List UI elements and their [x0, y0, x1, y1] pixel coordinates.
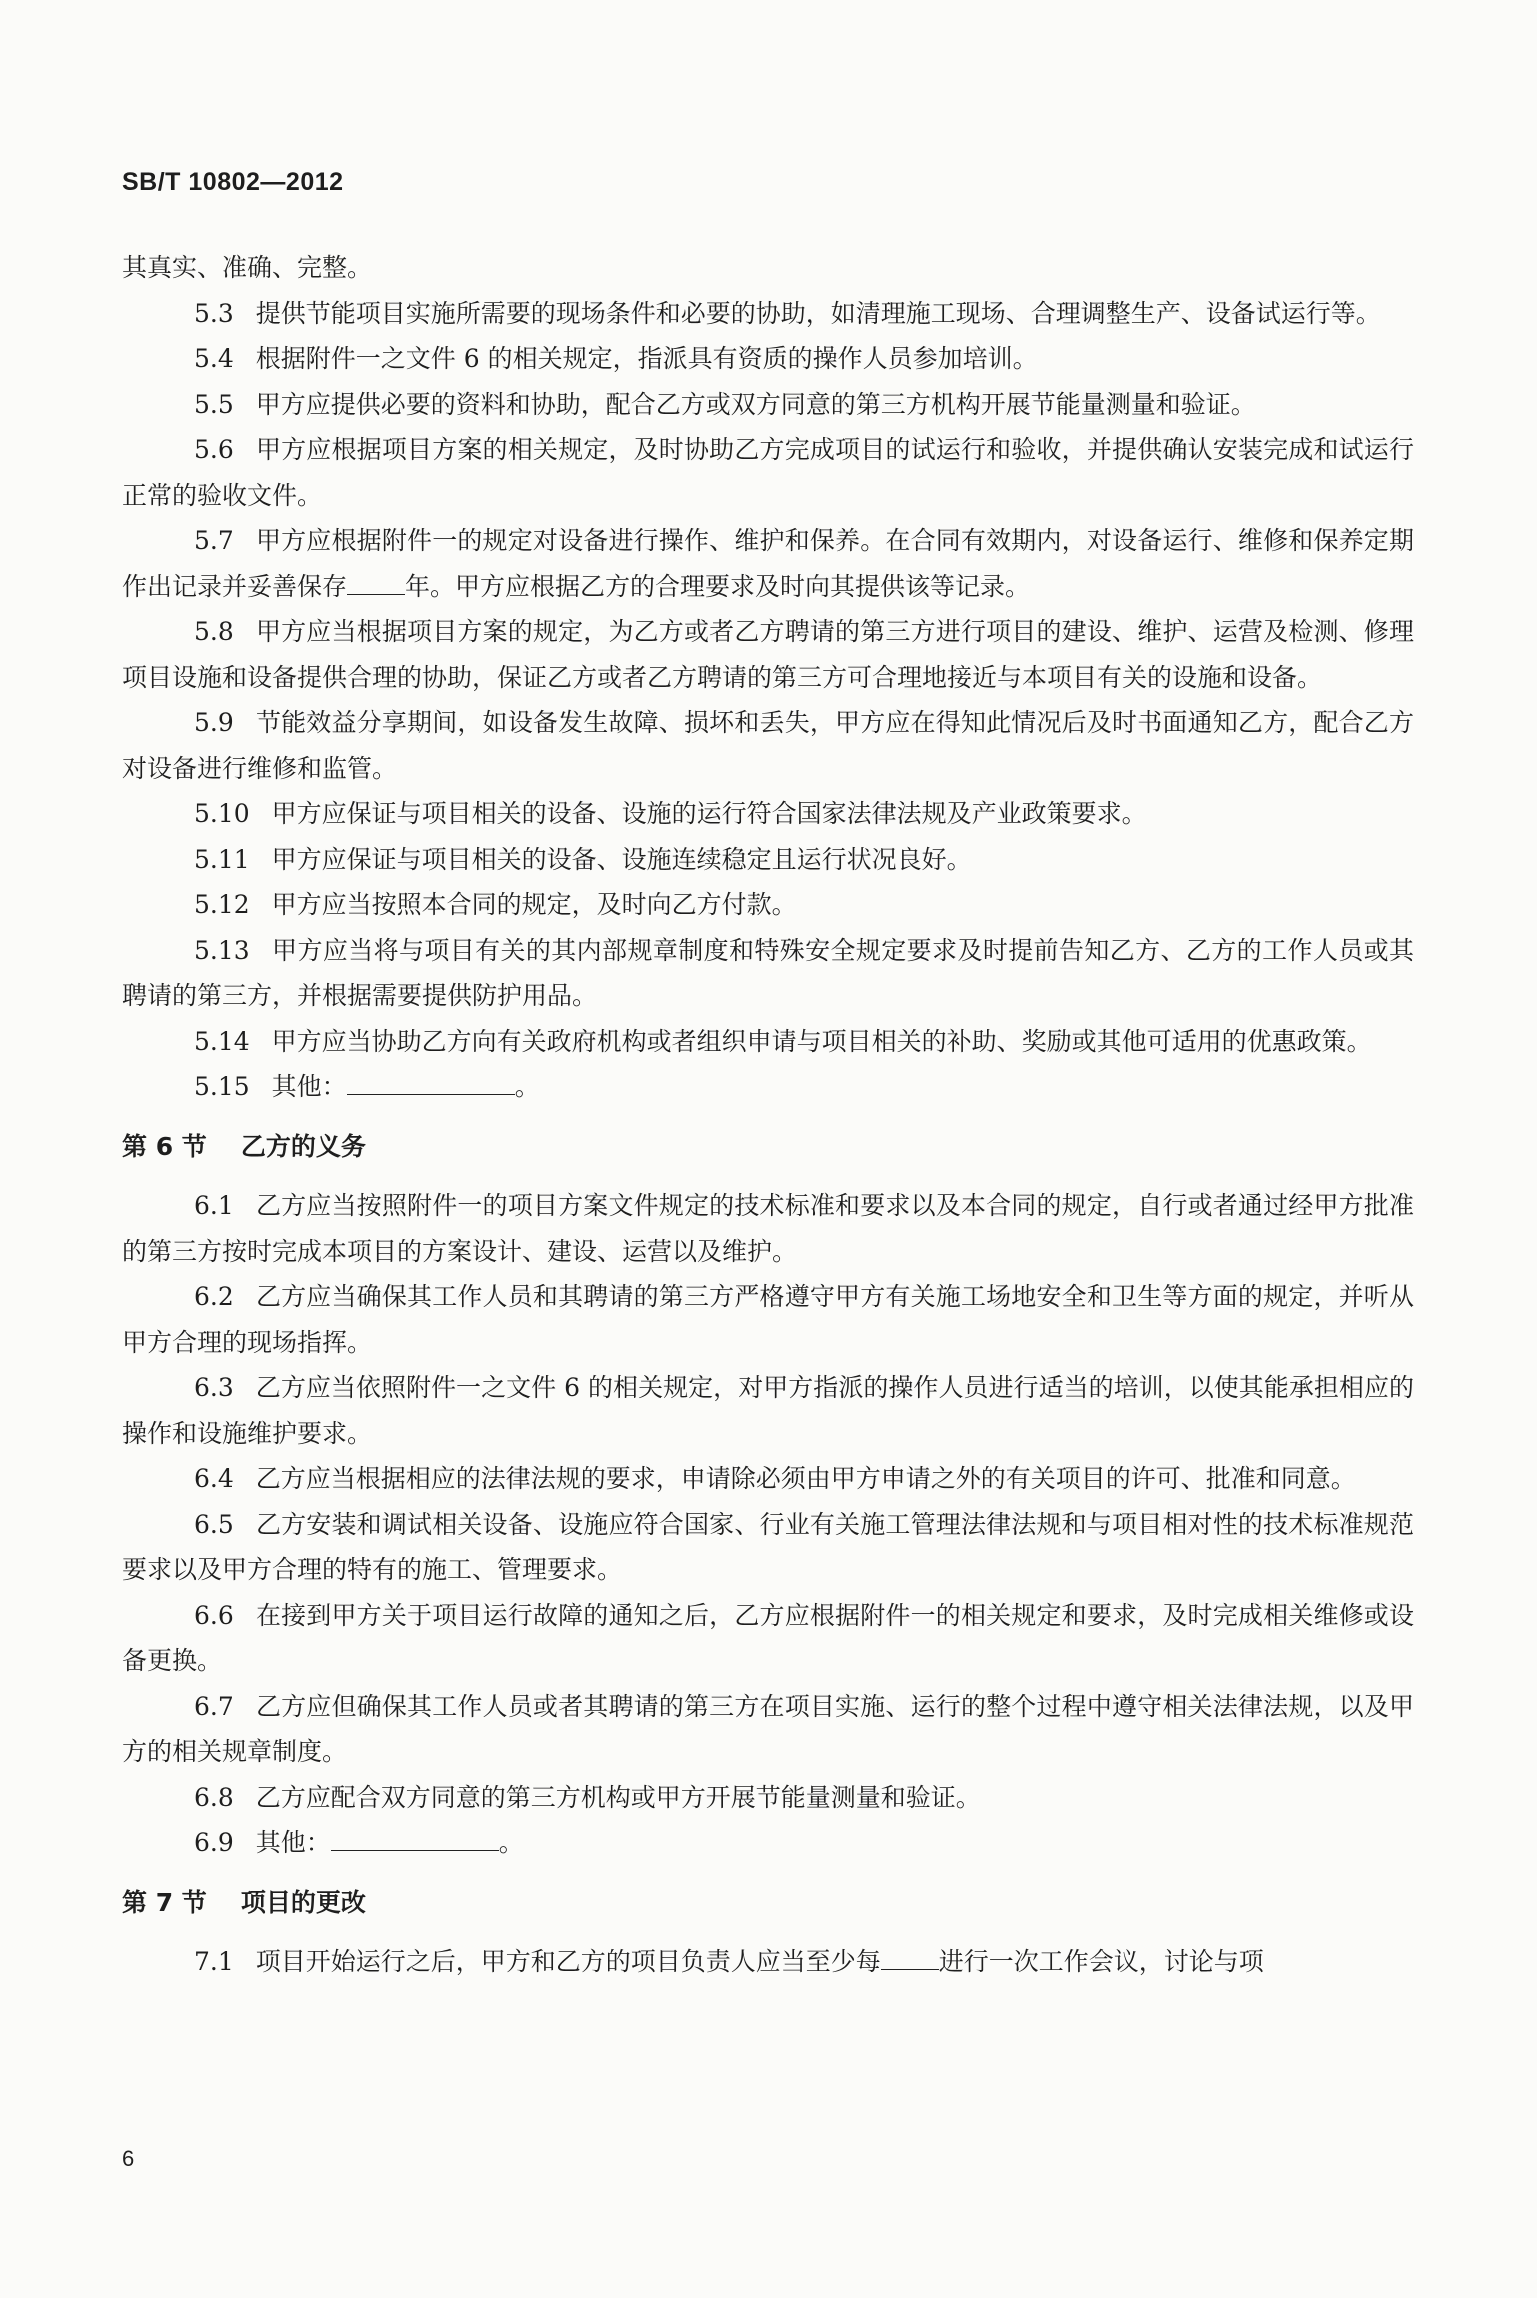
- fill-in-blank: [331, 1824, 499, 1851]
- clause-paragraph: [122, 1274, 1414, 1365]
- clause-text-continued: 年。甲方应根据乙方的合理要求及时向其提供该等记录。: [405, 571, 1031, 601]
- section-heading: [122, 1124, 1414, 1170]
- clause-text: 甲方应根据项目方案的相关规定，及时协助乙方完成项目的试运行和验收，并提供确认安装完成和试运行正常的验收文件。: [122, 435, 1414, 510]
- clause-text: 乙方应配合双方同意的第三方机构或甲方开展节能量测量和验证。: [255, 1782, 981, 1812]
- clause-number: 5.3: [194, 298, 234, 328]
- clause-paragraph: [122, 1456, 1414, 1502]
- clause-number: 6.7: [194, 1691, 234, 1721]
- clause-text: 在接到甲方关于项目运行故障的通知之后，乙方应根据附件一的相关规定和要求，及时完成相关维修或设备更换。: [122, 1600, 1414, 1675]
- clause-number: 5.14: [194, 1026, 250, 1056]
- clause-paragraph: [122, 382, 1414, 428]
- clause-paragraph: [122, 245, 1414, 291]
- clause-text: 甲方应当协助乙方向有关政府机构或者组织申请与项目相关的补助、奖励或其他可适用的优惠政策。: [271, 1026, 1372, 1056]
- clause-text: 节能效益分享期间，如设备发生故障、损坏和丢失，甲方应在得知此情况后及时书面通知乙方，配合乙方对设备进行维修和监管。: [122, 708, 1414, 783]
- clause-text: 甲方应根据附件一的规定对设备进行操作、维护和保养。在合同有效期内，对设备运行、维修和保养定期作出记录并妥善保存: [122, 526, 1414, 601]
- clause-number: 6.2: [194, 1282, 234, 1311]
- clause-text: 甲方应当将与项目有关的其内部规章制度和特殊安全规定要求及时提前告知乙方、乙方的工作人员或其聘请的第三方，并根据需要提供防护用品。: [122, 935, 1414, 1010]
- clause-number: 6.4: [194, 1464, 234, 1493]
- clause-number: 5.10: [194, 799, 250, 828]
- clause-number: 5.8: [194, 617, 234, 646]
- fill-in-blank: [881, 1943, 939, 1970]
- clause-paragraph: [122, 1593, 1414, 1684]
- clause-number: 5.15: [194, 1072, 250, 1101]
- document-id-header: SB/T 10802—2012: [122, 168, 344, 196]
- section-number: 第 7 节: [122, 1887, 207, 1917]
- clause-text: 其他：: [255, 1828, 331, 1857]
- page-number: 6: [122, 2146, 135, 2171]
- clause-paragraph: [122, 882, 1414, 928]
- clause-number: 5.4: [194, 344, 234, 373]
- clause-number: 6.1: [194, 1191, 234, 1220]
- clause-text: 乙方应但确保其工作人员或者其聘请的第三方在项目实施、运行的整个过程中遵守相关法律法规，以及甲方的相关规章制度。: [122, 1691, 1414, 1766]
- clause-number: 6.5: [194, 1509, 234, 1539]
- clause-number: 5.11: [194, 844, 250, 874]
- clause-number: 5.9: [194, 708, 234, 737]
- clause-text: 乙方应当依照附件一之文件 6 的相关规定，对甲方指派的操作人员进行适当的培训，以使其能承担相应的操作和设施维护要求。: [122, 1373, 1414, 1448]
- clause-text: 提供节能项目实施所需要的现场条件和必要的协助，如清理施工现场、合理调整生产、设备试运行等。: [255, 298, 1381, 328]
- clause-text: 甲方应保证与项目相关的设备、设施的运行符合国家法律法规及产业政策要求。: [271, 799, 1147, 828]
- clause-text: 其真实、准确、完整。: [122, 253, 373, 282]
- clause-number: 5.12: [194, 890, 250, 919]
- clause-paragraph: [122, 1064, 1414, 1110]
- document-body: [122, 245, 1414, 1985]
- clause-number: 6.3: [194, 1373, 234, 1402]
- clause-paragraph: [122, 1502, 1414, 1593]
- clause-text: 乙方安装和调试相关设备、设施应符合国家、行业有关施工管理法律法规和与项目相对性的技术标准规范要求以及甲方合理的特有的施工、管理要求。: [122, 1509, 1414, 1584]
- clause-paragraph: [122, 1939, 1414, 1985]
- clause-text: 乙方应当按照附件一的项目方案文件规定的技术标准和要求以及本合同的规定，自行或者通过经甲方批准的第三方按时完成本项目的方案设计、建设、运营以及维护。: [122, 1191, 1414, 1266]
- clause-paragraph: [122, 609, 1414, 700]
- section-title: 项目的更改: [240, 1887, 366, 1917]
- clause-paragraph: [122, 791, 1414, 837]
- section-number: 第 6 节: [122, 1131, 207, 1161]
- clause-number: 5.7: [194, 526, 234, 555]
- clause-paragraph: [122, 1019, 1414, 1065]
- clause-text: 甲方应当根据项目方案的规定，为乙方或者乙方聘请的第三方进行项目的建设、维护、运营及检测、修理项目设施和设备提供合理的协助，保证乙方或者乙方聘请的第三方可合理地接近与本项目有关的设施和设备。: [122, 617, 1414, 692]
- clause-text: 根据附件一之文件 6 的相关规定，指派具有资质的操作人员参加培训。: [255, 344, 1038, 373]
- clause-number: 5.13: [194, 935, 250, 965]
- clause-paragraph: [122, 427, 1414, 518]
- clause-text: 乙方应当根据相应的法律法规的要求，申请除必须由甲方申请之外的有关项目的许可、批准和同意。: [255, 1464, 1356, 1493]
- section-heading: [122, 1880, 1414, 1926]
- clause-paragraph: [122, 1183, 1414, 1274]
- clause-text: 其他：: [271, 1072, 347, 1101]
- section-title: 乙方的义务: [240, 1131, 366, 1161]
- clause-number: 6.9: [194, 1828, 234, 1857]
- clause-paragraph: [122, 291, 1414, 337]
- clause-text-continued: 进行一次工作会议，讨论与项: [938, 1947, 1264, 1976]
- clause-text: 甲方应保证与项目相关的设备、设施连续稳定且运行状况良好。: [271, 844, 972, 874]
- clause-paragraph: [122, 837, 1414, 883]
- fill-in-blank: [347, 567, 405, 594]
- clause-paragraph: [122, 1365, 1414, 1456]
- clause-number: 6.6: [194, 1600, 234, 1630]
- clause-text: 甲方应当按照本合同的规定，及时向乙方付款。: [271, 890, 797, 919]
- clause-number: 7.1: [194, 1947, 234, 1976]
- clause-paragraph: [122, 518, 1414, 609]
- clause-number: 5.6: [194, 435, 234, 464]
- clause-number: 5.5: [194, 389, 234, 419]
- clause-paragraph: [122, 1684, 1414, 1775]
- clause-text: 甲方应提供必要的资料和协助，配合乙方或双方同意的第三方机构开展节能量测量和验证。: [255, 389, 1256, 419]
- clause-text: 项目开始运行之后，甲方和乙方的项目负责人应当至少每: [255, 1947, 881, 1976]
- clause-text-continued: 。: [498, 1828, 524, 1857]
- clause-number: 6.8: [194, 1782, 234, 1812]
- clause-paragraph: [122, 700, 1414, 791]
- clause-paragraph: [122, 1820, 1414, 1866]
- clause-text-continued: 。: [514, 1072, 540, 1101]
- clause-paragraph: [122, 336, 1414, 382]
- clause-paragraph: [122, 1775, 1414, 1821]
- fill-in-blank: [347, 1068, 515, 1095]
- clause-paragraph: [122, 928, 1414, 1019]
- clause-text: 乙方应当确保其工作人员和其聘请的第三方严格遵守甲方有关施工场地安全和卫生等方面的规定，并听从甲方合理的现场指挥。: [122, 1282, 1414, 1357]
